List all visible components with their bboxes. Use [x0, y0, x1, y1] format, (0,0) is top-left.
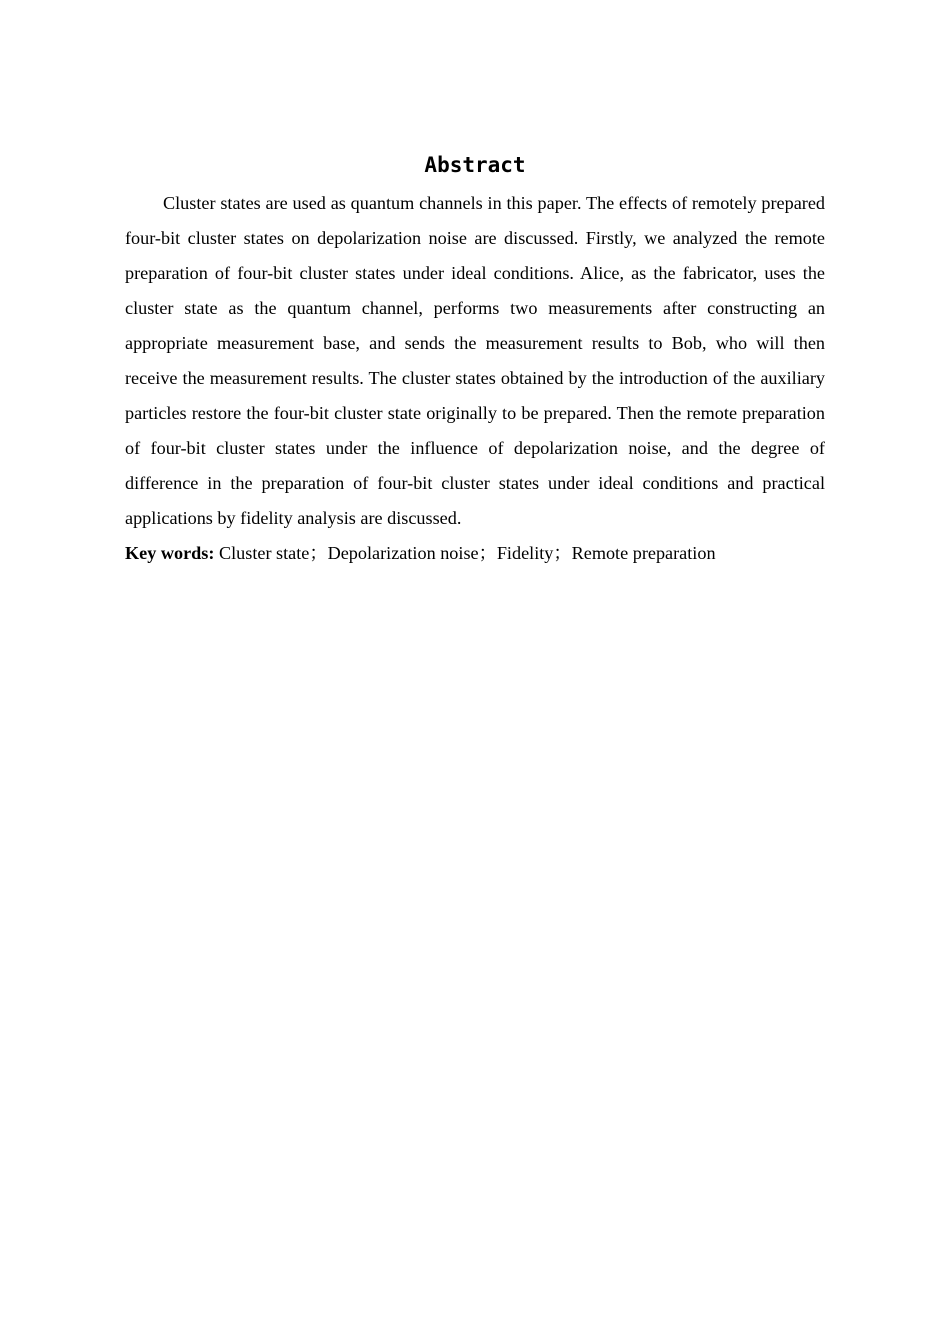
keyword-item: Cluster state [218, 543, 310, 563]
abstract-section [125, 150, 825, 571]
keyword-item: Depolarization noise [327, 543, 479, 563]
abstract-title: Abstract [424, 153, 526, 177]
keywords-label: Key words: [125, 543, 215, 563]
keywords-line [125, 536, 825, 571]
keyword-item: Remote preparation [571, 543, 716, 563]
keyword-separator: ； [553, 543, 572, 564]
keyword-separator: ； [309, 543, 328, 564]
keyword-item: Fidelity [496, 543, 554, 563]
keyword-separator: ； [478, 543, 497, 564]
abstract-body: Cluster states are used as quantum channels in this paper. The effects of remotely prepared four-bit cluster states on depolarization noise are discussed. Firstly, we analyzed the remote preparation of four-bit cluster states under ideal conditions. Alice, as the fabricator, uses the cluster state as the quantum channel, performs two measurements after constructing an appropriate measurement base, and sends the measurement results to Bob, who will then receive the measurement results. The cluster states obtained by the introduction of the auxiliary particles restore the four-bit cluster state originally to be prepared. Then the remote preparation of four-bit cluster states under the influence of depolarization noise, and the degree of difference in the preparation of four-bit cluster states under ideal conditions and practical applications by fidelity analysis are discussed. [125, 193, 825, 528]
